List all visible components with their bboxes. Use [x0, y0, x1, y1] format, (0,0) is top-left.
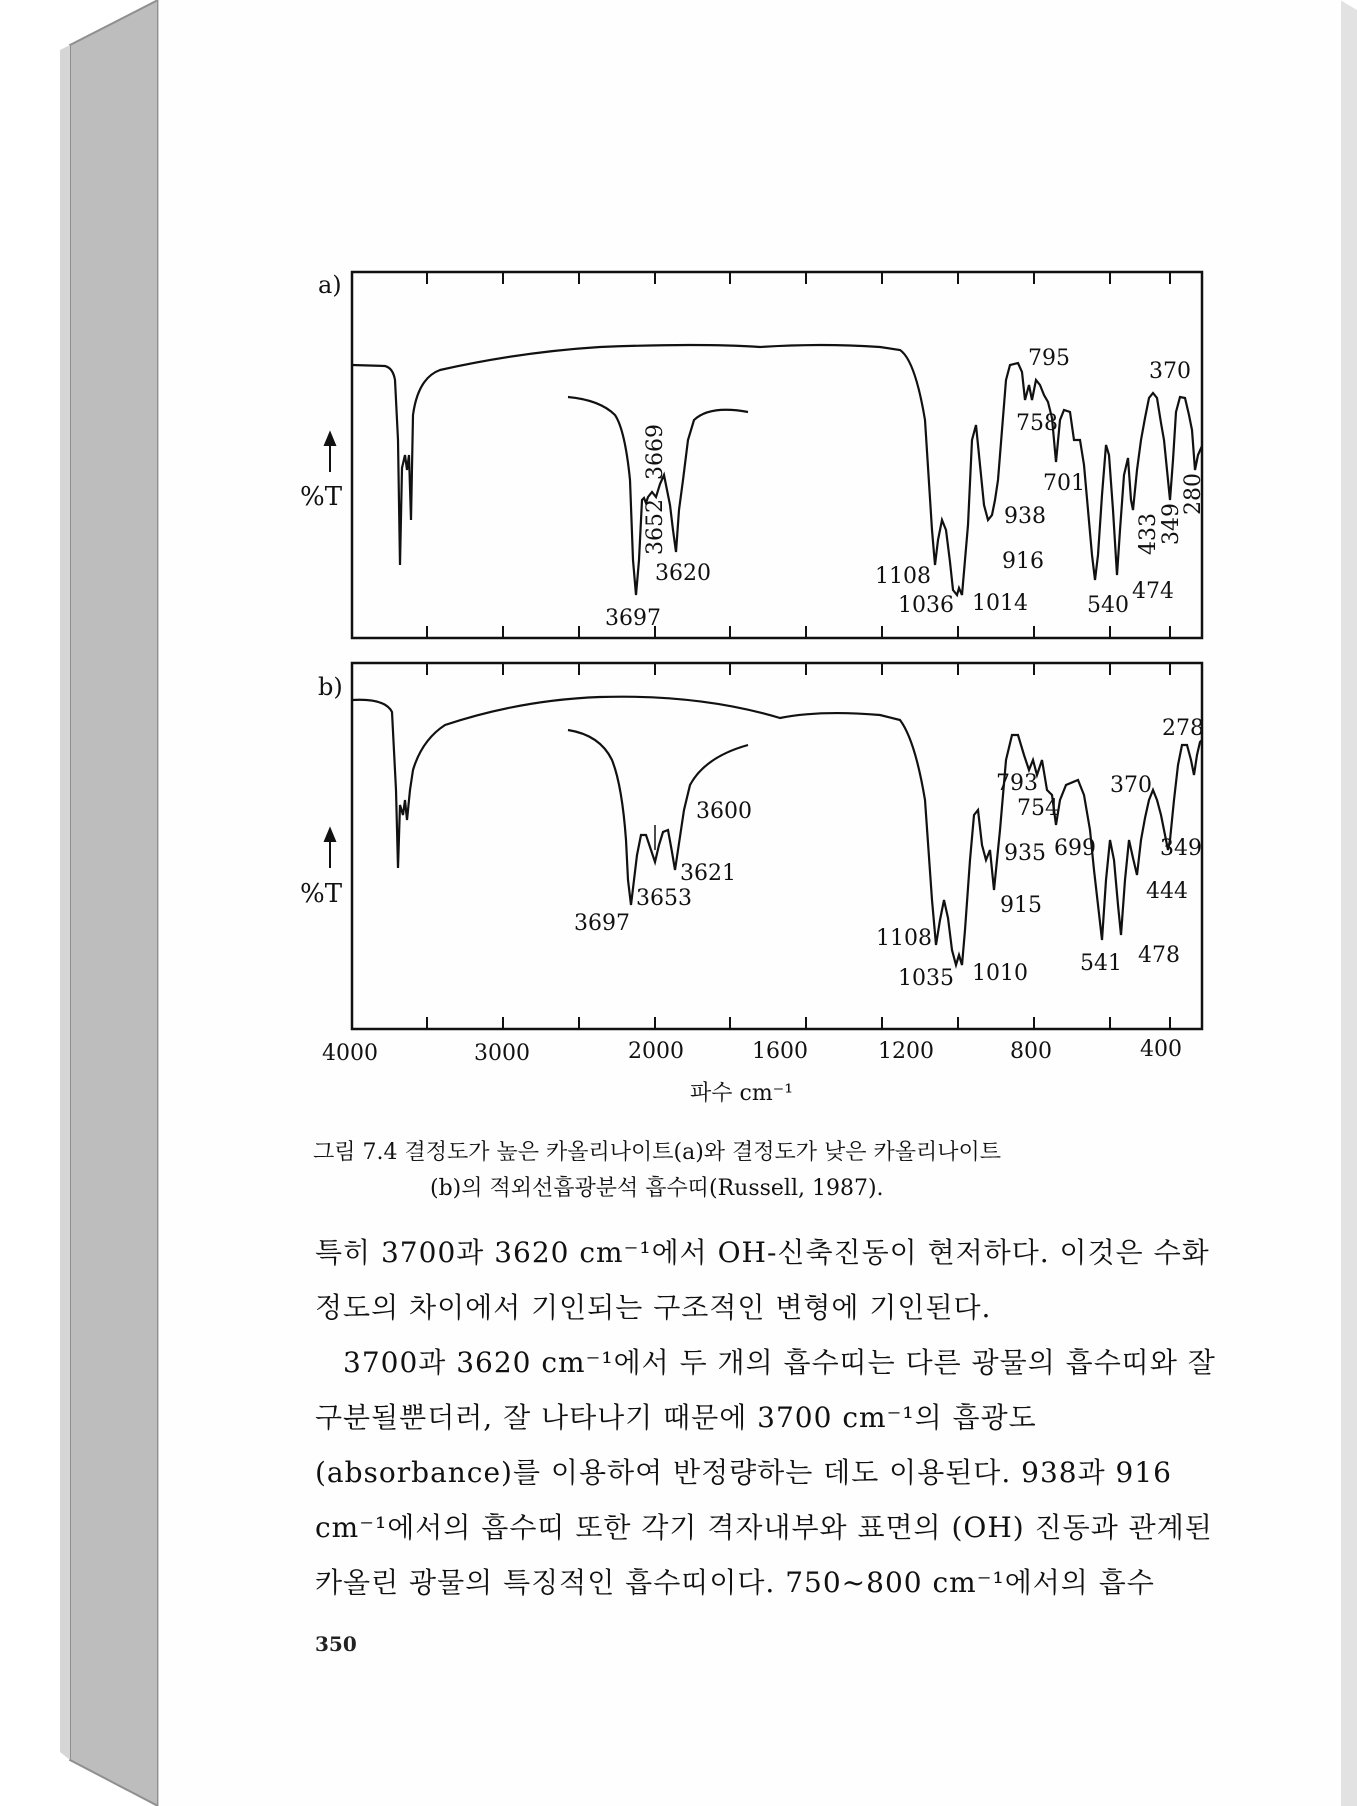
panel-a-spectrum: [352, 345, 1202, 595]
body-paragraph-2: 3700과 3620 cm⁻¹에서 두 개의 흡수띠는 다른 광물의 흡수띠와 잘 구분될뿐더러, 잘 나타나기 때문에 3700 cm⁻¹의 흡광도(absorbance)를 이용하여 반정량하는 데도 이용된다. 938과 916 cm⁻¹에서의 흡수띠 또한 각기 격자내부와 표면의 (OH) 진동과 관계된 카올린 광물의 특징적인 흡수띠이다. 750~800 cm⁻¹에서의 흡수: [315, 1346, 1216, 1599]
peak-label: 1035: [898, 966, 954, 991]
peak-label: 280: [1181, 473, 1206, 515]
peak-label: 370: [1110, 773, 1152, 798]
peak-label: 1108: [876, 926, 932, 951]
x-tick-label: 1200: [878, 1039, 934, 1064]
peak-label: 701: [1043, 471, 1085, 496]
peak-label: 938: [1004, 504, 1046, 529]
panel-b: [300, 663, 1204, 1029]
peak-label: 278: [1162, 716, 1204, 741]
panel-b-arrow: [325, 829, 335, 868]
x-axis: [322, 1037, 1182, 1106]
inset-peak-label: 3620: [655, 561, 711, 586]
peak-label: 793: [996, 771, 1038, 796]
figure-caption: [313, 1135, 1213, 1207]
panel-a-ylabel: %T: [300, 482, 343, 512]
x-tick-label: 800: [1010, 1039, 1052, 1064]
inset-peak-label: 3653: [636, 886, 692, 911]
peak-label: 935: [1004, 841, 1046, 866]
peak-label: 541: [1080, 951, 1122, 976]
peak-label: 478: [1138, 943, 1180, 968]
peak-label: 444: [1146, 879, 1188, 904]
peak-label: 754: [1017, 796, 1059, 821]
x-tick-label: 4000: [322, 1041, 378, 1066]
panel-a-ticks: [427, 272, 1170, 638]
peak-label: 1010: [972, 961, 1028, 986]
panel-b-label: b): [318, 673, 343, 701]
caption-line-1: 그림 7.4 결정도가 높은 카올리나이트(a)와 결정도가 낮은 카올리나이트: [313, 1140, 1002, 1165]
peak-label: 474: [1132, 579, 1174, 604]
peak-label: 370: [1149, 359, 1191, 384]
caption-line-2: (b)의 적외선흡광분석 흡수띠(Russell, 1987).: [430, 1176, 884, 1201]
body-paragraph-1: 특히 3700과 3620 cm⁻¹에서 OH-신축진동이 현저하다. 이것은 수화 정도의 차이에서 기인되는 구조적인 변형에 기인된다.: [315, 1236, 1210, 1324]
x-tick-label: 3000: [474, 1041, 530, 1066]
panel-a-label: a): [318, 271, 342, 299]
inset-peak-label: 3600: [696, 799, 752, 824]
panel-b-spectrum: [352, 697, 1202, 965]
panel-a-peak-labels: [605, 346, 1206, 631]
peak-label: 699: [1054, 836, 1096, 861]
inset-peak-label: 3621: [680, 861, 736, 886]
peak-label: 758: [1016, 411, 1058, 436]
inset-peak-label: 3697: [605, 606, 661, 631]
peak-label: 915: [1000, 893, 1042, 918]
peak-label: 795: [1028, 346, 1070, 371]
peak-label: 1108: [875, 564, 931, 589]
peak-label: 349: [1159, 503, 1184, 545]
peak-label: 540: [1087, 593, 1129, 618]
inset-peak-label: 3669: [643, 424, 668, 480]
panel-a: [300, 271, 1206, 638]
x-tick-label: 2000: [628, 1039, 684, 1064]
x-tick-label: 1600: [752, 1039, 808, 1064]
x-tick-label: 400: [1140, 1037, 1182, 1062]
peak-label: 916: [1002, 549, 1044, 574]
peak-label: 349: [1160, 836, 1202, 861]
panel-b-ylabel: %T: [300, 879, 343, 909]
page-number: 350: [315, 1632, 357, 1656]
inset-peak-label: 3697: [574, 911, 630, 936]
panel-a-arrow: [325, 433, 335, 472]
x-axis-label: 파수 cm⁻¹: [690, 1081, 794, 1106]
peak-label: 433: [1136, 513, 1161, 555]
peak-label: 1036: [898, 593, 954, 618]
inset-peak-label: 3652: [643, 499, 668, 555]
peak-label: 1014: [972, 591, 1028, 616]
